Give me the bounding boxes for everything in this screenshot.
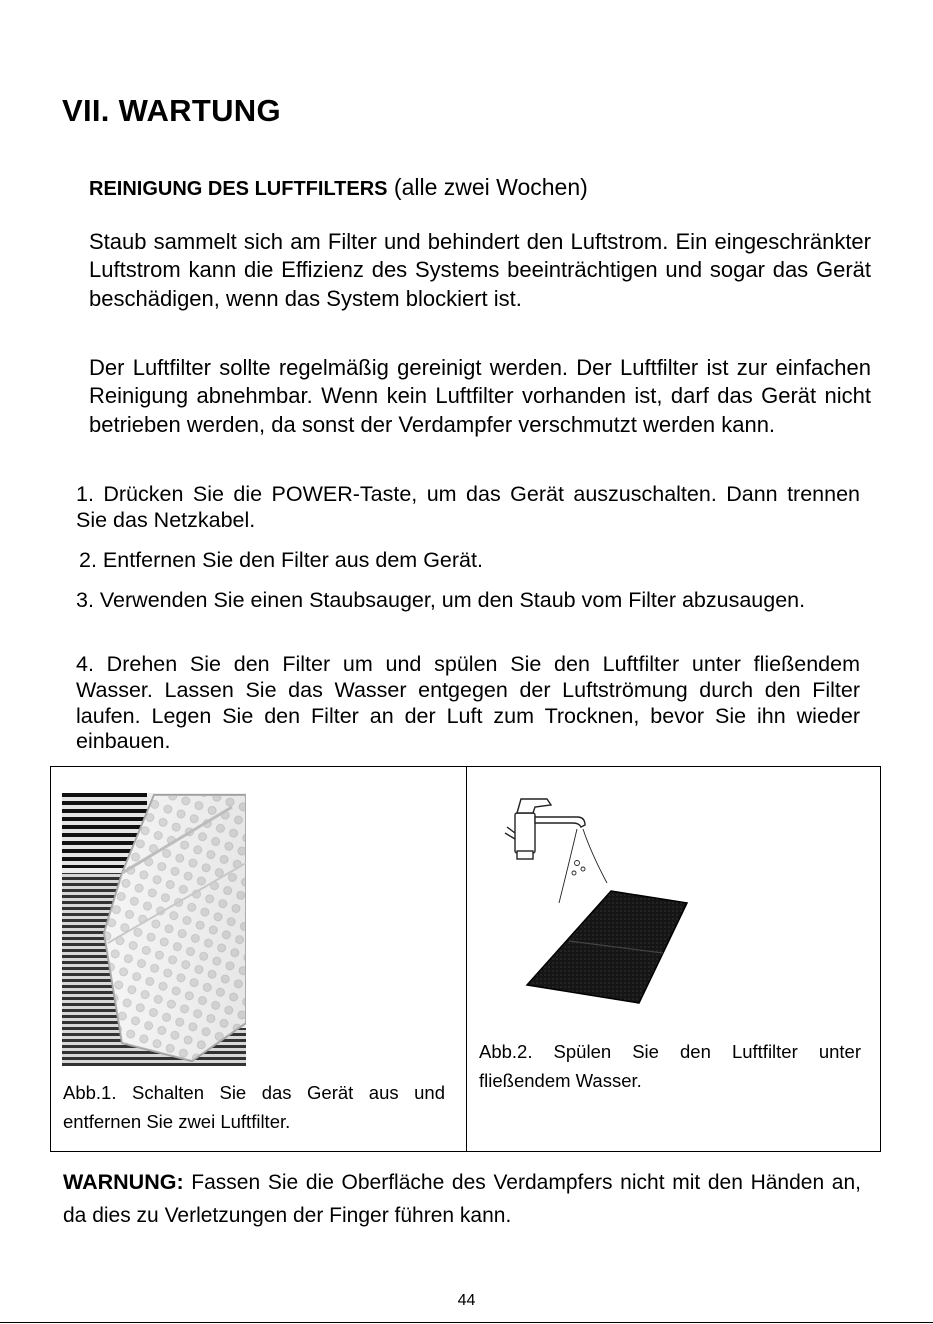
warning-note bbox=[63, 1166, 861, 1232]
paragraph-filter-cleaning: Der Luftfilter sollte regelmäßig gereinigt werden. Der Luftfilter ist zur einfachen Reinigung abnehmbar. Wenn kein Luftfilter vorhanden ist, darf das Gerät nicht betrieben werden, da sonst der Verdampfer verschmutzt werden kann. bbox=[89, 355, 871, 437]
step-3: 3. Verwenden Sie einen Staubsauger, um den Staub vom Filter abzusaugen. bbox=[76, 588, 806, 612]
figure-divider bbox=[466, 767, 467, 1151]
filter-rinse-illustration bbox=[499, 793, 699, 1008]
section-title: VII. WARTUNG bbox=[62, 93, 281, 128]
faucet-icon bbox=[505, 799, 585, 859]
subsection-title: REINIGUNG DES LUFTFILTERS bbox=[89, 178, 388, 200]
page-number: 44 bbox=[457, 1292, 476, 1309]
figure-1-caption: Abb.1. Schalten Sie das Gerät aus und entfernen Sie zwei Luftfilter. bbox=[63, 1082, 445, 1132]
filter-removal-image bbox=[62, 793, 246, 1066]
subsection-frequency: (alle zwei Wochen) bbox=[393, 174, 588, 200]
paragraph-dust: Staub sammelt sich am Filter und behindert den Luftstrom. Ein eingeschränkter Luftstrom kann die Effizienz des Systems beeinträchtigen und sogar das Gerät beschädigen, wenn das System blockiert ist. bbox=[89, 229, 871, 311]
warning-label: WARNUNG: bbox=[63, 1170, 184, 1194]
subsection-heading bbox=[89, 174, 588, 201]
step-4: 4. Drehen Sie den Filter um und spülen Sie den Luftfilter unter fließendem Wasser. Lassen Sie das Wasser entgegen der Luftströmung durch den Filter laufen. Legen Sie den Filter an der Luft zum Trocknen, bevor Sie ihn wieder einbauen. bbox=[76, 652, 860, 754]
warning-text: Fassen Sie die Oberfläche des Verdampfers nicht mit den Händen an, da dies zu Verletzungen der Finger führen kann. bbox=[63, 1171, 861, 1227]
page-bottom-rule bbox=[0, 1322, 933, 1323]
step-2: 2. Entfernen Sie den Filter aus dem Gerät. bbox=[79, 548, 483, 572]
step-1: 1. Drücken Sie die POWER-Taste, um das Gerät auszuschalten. Dann trennen Sie das Netzkabel. bbox=[76, 482, 860, 532]
figure-table bbox=[50, 766, 881, 1152]
figure-2-caption: Abb.2. Spülen Sie den Luftfilter unter fließendem Wasser. bbox=[479, 1041, 861, 1091]
